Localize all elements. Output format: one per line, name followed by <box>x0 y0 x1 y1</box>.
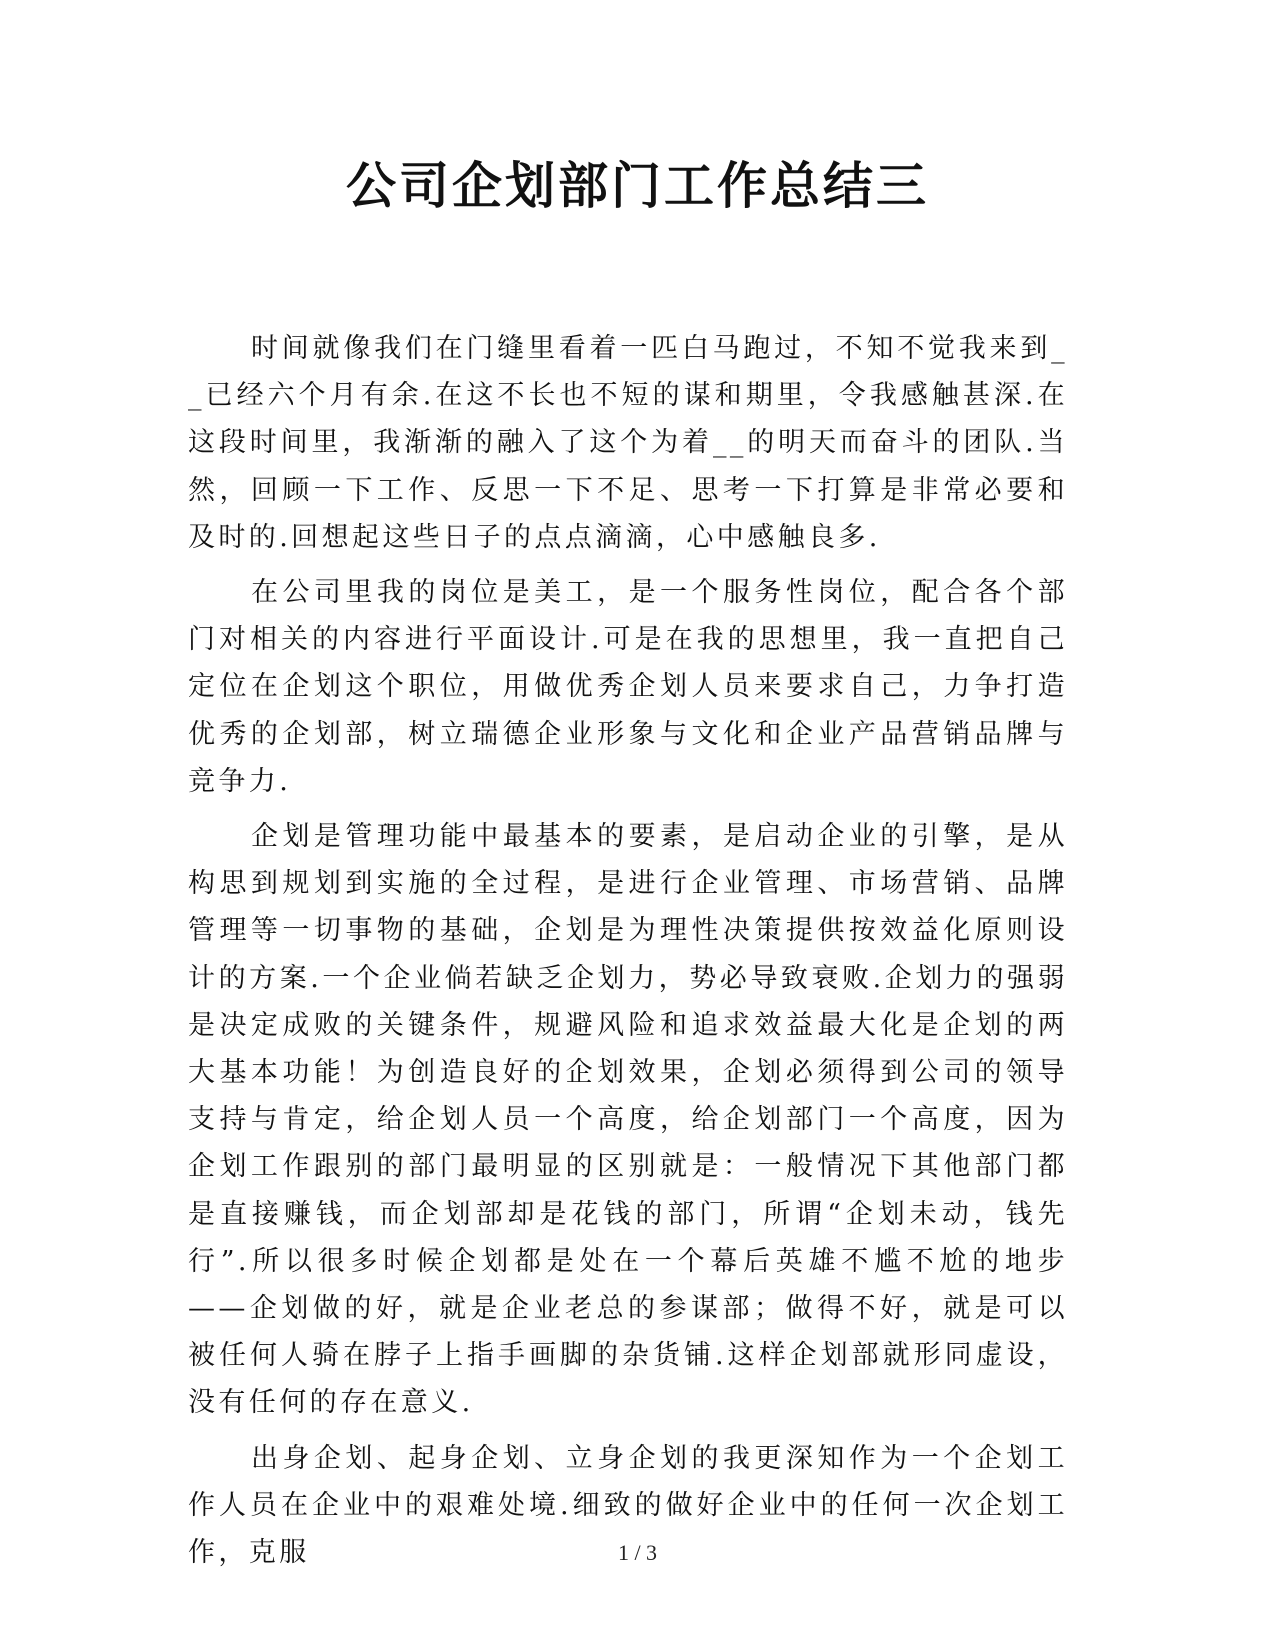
paragraph-1: 时间就像我们在门缝里看着一匹白马跑过，不知不觉我来到__已经六个月有余.在这不长也不短的谋和期里，令我感触甚深.在这段时间里，我渐渐的融入了这个为着__的明天而奋斗的团队.当然，回顾一下工作、反思一下不足、思考一下打算是非常必要和及时的.回想起这些日子的点点滴滴，心中感触良多. <box>188 333 1068 553</box>
page-number: 1 / 3 <box>617 1540 658 1565</box>
paragraph-2: 在公司里我的岗位是美工，是一个服务性岗位，配合各个部门对相关的内容进行平面设计.可是在我的思想里，我一直把自己定位在企划这个职位，用做优秀企划人员来要求自己，力争打造优秀的企划部，树立瑞德企业形象与文化和企业产品营销品牌与竞争力. <box>188 577 1068 797</box>
paragraph-4: 出身企划、起身企划、立身企划的我更深知作为一个企划工作人员在企业中的艰难处境.细致的做好企业中的任何一次企划工作，克服 <box>188 1442 1068 1569</box>
document-body <box>188 325 1068 1584</box>
paragraph-3: 企划是管理功能中最基本的要素，是启动企业的引擎，是从构思到规划到实施的全过程，是进行企业管理、市场营销、品牌管理等一切事物的基础，企划是为理性决策提供按效益化原则设计的方案.一个企业倘若缺乏企划力，势必导致衰败.企划力的强弱是决定成败的关键条件，规避风险和追求效益最大化是企划的两大基本功能！为创造良好的企划效果，企划必须得到公司的领导支持与肯定，给企划人员一个高度，给企划部门一个高度，因为企划工作跟别的部门最明显的区别就是：一般情况下其他部门都是直接赚钱，而企划部却是花钱的部门，所谓“企划未动，钱先行”.所以很多时候企划都是处在一个幕后英雄不尴不尬的地步——企划做的好，就是企业老总的参谋部；做得不好，就是可以被任何人骑在脖子上指手画脚的杂货铺.这样企划部就形同虚设，没有任何的存在意义. <box>188 821 1068 1419</box>
document-title: 公司企划部门工作总结三 <box>346 156 929 215</box>
